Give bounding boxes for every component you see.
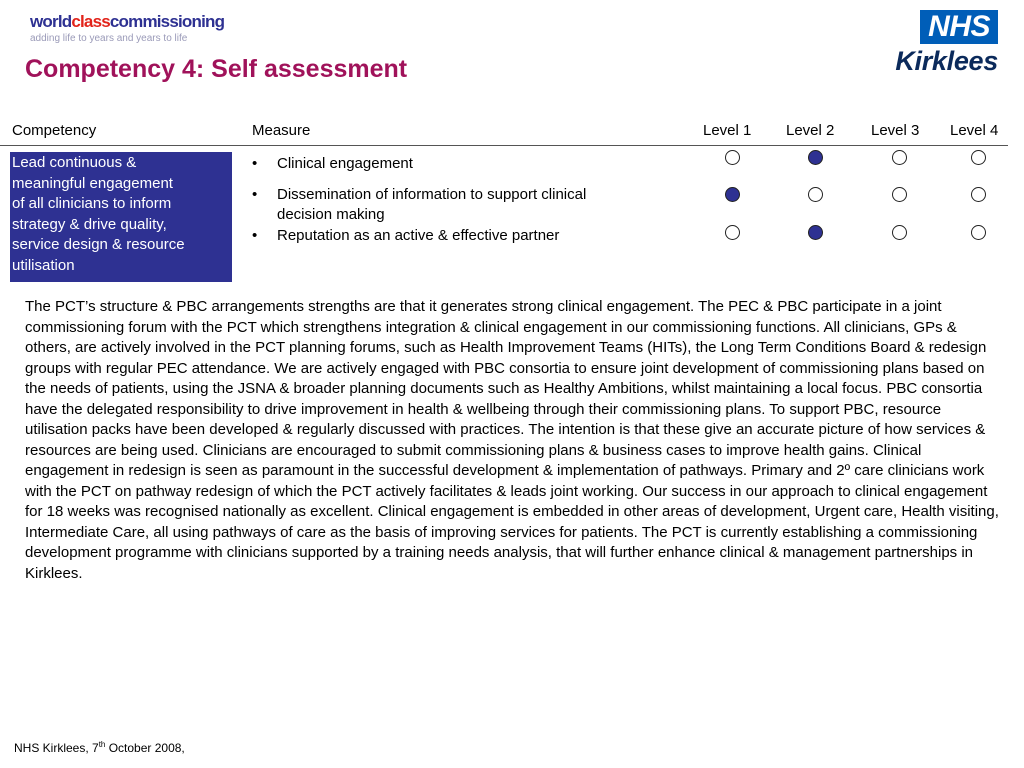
header-level-1: Level 1 [703,122,752,139]
rating-radio[interactable] [892,225,907,240]
competency-line: service design & resource [12,236,185,253]
header-level-4: Level 4 [950,122,999,139]
rating-radio[interactable] [971,187,986,202]
competency-line: utilisation [12,256,75,274]
measure-text [277,154,647,174]
rating-radio[interactable] [725,187,740,202]
bullet: • [252,186,258,203]
nhs-kirklees-logo [892,10,998,76]
measure-text [277,185,647,225]
rating-radio[interactable] [892,187,907,202]
measure-line: decision making [277,206,385,223]
header-level-3: Level 3 [871,122,920,139]
rating-radio[interactable] [808,225,823,240]
footer-prefix: NHS Kirklees, 7 [14,741,99,755]
footer [14,740,185,755]
wcc-wordmark [30,12,224,32]
rating-radio[interactable] [725,150,740,165]
footer-superscript: th [98,740,106,749]
table-header-row [0,119,1008,146]
rating-radio[interactable] [808,150,823,165]
measure-text [277,226,647,246]
footer-suffix: October 2008, [105,741,185,755]
rating-radio[interactable] [808,187,823,202]
header-competency: Competency [12,122,97,139]
rating-radio[interactable] [892,150,907,165]
nhs-place-name: Kirklees [895,46,998,76]
measure-line: Clinical engagement [277,155,413,172]
competency-line: Lead continuous & [12,154,137,171]
bullet: • [252,155,258,172]
page-title: Competency 4: Self assessment [25,55,408,83]
competency-description [10,152,232,282]
wcc-tagline: adding life to years and years to life [30,33,188,44]
competency-line: strategy & drive quality, [12,215,167,233]
rating-radio[interactable] [725,225,740,240]
header-level-2: Level 2 [786,122,835,139]
wcc-word-world: world [30,12,72,31]
bullet: • [252,227,258,244]
worldclass-commissioning-logo [30,12,224,45]
header-measure: Measure [252,122,311,139]
measure-line: Dissemination of information to support clinical [277,186,587,203]
wcc-word-commissioning: commissioning [109,12,225,31]
wcc-word-class: class [71,12,110,31]
measure-line: Reputation as an active & effective partner [277,227,560,244]
nhs-badge: NHS [920,10,998,44]
competency-line: meaningful engagement [12,174,173,192]
rating-radio[interactable] [971,150,986,165]
rating-radio[interactable] [971,225,986,240]
competency-line: of all clinicians to inform [12,195,172,212]
assessment-narrative: The PCT’s structure & PBC arrangements strengths are that it generates strong clinical engagement. The PEC & PBC participate in a joint commissioning forum with the PCT which strengthens integration & clinical engagement in our commissioning functions. All clinicians, GPs & others, are actively involved in the PCT planning forums, such as Health Improvement Teams (HITs), the Long Term Conditions Board & redesign groups with regular PEC attendance. We are actively engaged with PBC consortia to ensure joint development of commissioning plans based on the needs of patients, using the JSNA & broader planning documents such as Healthy Ambitions, whilst maintaining a local focus. PBC consortia have the delegated responsibility to drive improvement in health & wellbeing through their commissioning plans. To support PBC, resource utilisation packs have been developed & regularly discussed with practices. The intention is that these give an accurate picture of how services & resources are being used. Clinicians are encouraged to submit commissioning plans & business cases to improve health gains. Clinical engagement in redesign is seen as paramount in the successful development & implementation of pathways. Primary and 2º care clinicians work with the PCT on pathway redesign of which the PCT actively facilitates & leads joint working. Our success in our approach to clinical engagement for 18 weeks was recognised nationally as excellent. Clinical engagement is embedded in other areas of development, Urgent care, Health visiting, Intermediate Care, all using pathways of care as the basis of improving services for patients. The PCT is currently establishing a commissioning development programme with clinicians supported by a training needs analysis, that will further enhance clinical & management partnerships in Kirklees. [25,298,999,582]
